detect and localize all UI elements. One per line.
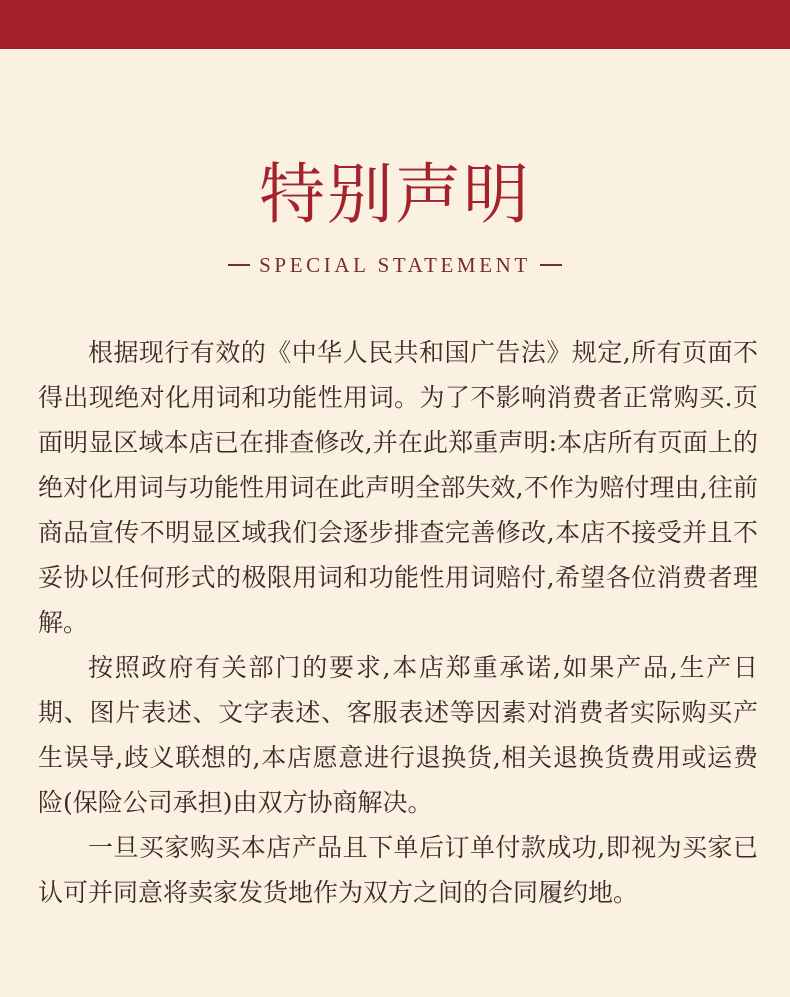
statement-paragraph-1: 根据现行有效的《中华人民共和国广告法》规定,所有页面不得出现绝对化用词和功能性用词。为了不影响消费者正常购买.页面明显区域本店已在排查修改,并在此郑重声明:本店所有页面上的绝对化用词与功能性用词在此声明全部失效,不作为赔付理由,往前商品宣传不明显区域我们会逐步排查完善修改,本店不接受并且不妥协以任何形式的极限用词和功能性用词赔付,希望各位消费者理解。 (38, 338, 758, 637)
page-title: 特别声明 (259, 156, 531, 233)
page-subtitle: SPECIAL STATEMENT (259, 253, 531, 277)
statement-body (38, 330, 758, 915)
top-banner (0, 0, 790, 49)
right-dash-divider (540, 264, 562, 266)
statement-paragraph-2: 按照政府有关部门的要求,本店郑重承诺,如果产品,生产日期、图片表述、文字表述、客服表述等因素对消费者实际购买产生误导,歧义联想的,本店愿意进行退换货,相关退换货费用或运费险(保险公司承担)由双方协商解决。 (38, 653, 758, 817)
left-dash-divider (228, 264, 250, 266)
subtitle-row (0, 250, 790, 280)
statement-paragraph-3: 一旦买家购买本店产品且下单后订单付款成功,即视为买家已认可并同意将卖家发货地作为双方之间的合同履约地。 (38, 833, 758, 907)
